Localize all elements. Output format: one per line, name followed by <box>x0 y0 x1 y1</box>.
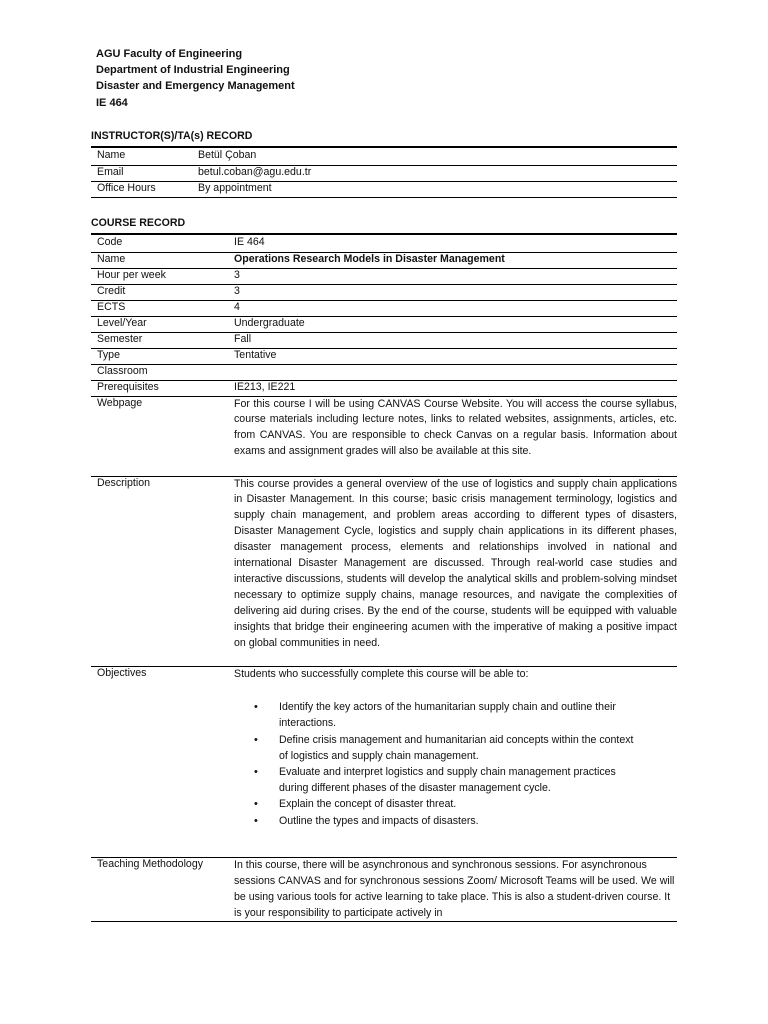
objective-text: Define crisis management and humanitarian aid concepts within the context of logistics and supply chain management. <box>279 733 634 762</box>
table-row <box>91 149 677 165</box>
table-row <box>91 348 677 364</box>
teaching-value: In this course, there will be asynchronous and synchronous sessions. For asynchronous sessions CANVAS and for synchronous sessions Zoom/ Microsoft Teams will be used. We will be using various tools for active learning to take place. This is also a student-driven course. It is your responsibility to participate actively in <box>234 859 675 919</box>
list-item <box>234 797 677 813</box>
faculty-line: AGU Faculty of Engineering <box>96 48 243 60</box>
email-value[interactable]: betul.coban@agu.edu.tr <box>198 165 677 181</box>
table-row <box>91 476 677 666</box>
program-line: Disaster and Emergency Management <box>96 80 295 93</box>
course-section-title: COURSE RECORD <box>91 217 186 229</box>
teaching-bottom-rule <box>91 921 677 922</box>
instructor-section-title: INSTRUCTOR(S)/TA(s) RECORD <box>91 130 253 142</box>
objective-text: Evaluate and interpret logistics and supply chain management practices during different phases of the disaster management cycle. <box>279 766 616 794</box>
teaching-table <box>91 858 677 922</box>
table-row <box>91 666 677 854</box>
objective-text: Identify the key actors of the humanitarian supply chain and outline their interactions. <box>279 701 616 730</box>
code-value: IE 464 <box>234 236 677 252</box>
instructor-top-rule <box>91 146 677 148</box>
course-table <box>91 236 677 854</box>
course-name-label: Name <box>91 252 234 268</box>
department-line: Department of Industrial Engineering <box>96 64 290 77</box>
bullet-icon: • <box>254 814 258 827</box>
bullet-icon: • <box>254 766 258 779</box>
code-label: Code <box>91 236 234 252</box>
office-hours-label: Office Hours <box>91 181 198 197</box>
list-item <box>234 814 677 830</box>
webpage-label: Webpage <box>91 396 234 476</box>
credit-label: Credit <box>91 284 234 300</box>
table-row <box>91 268 677 284</box>
classroom-value <box>234 364 677 380</box>
semester-label: Semester <box>91 332 234 348</box>
credit-value: 3 <box>234 284 677 300</box>
objectives-label: Objectives <box>97 666 147 679</box>
list-item <box>234 733 677 765</box>
course-code-line: IE 464 <box>96 96 128 109</box>
description-label: Description <box>91 476 234 666</box>
table-row <box>91 396 677 476</box>
course-name-value: Operations Research Models in Disaster Management <box>234 252 677 268</box>
table-row <box>91 364 677 380</box>
objective-text: Outline the types and impacts of disasters. <box>279 814 479 827</box>
bullet-icon: • <box>254 701 258 714</box>
description-value: This course provides a general overview of the use of logistics and supply chain applications in Disaster Management. In this course; basic crisis management terminology, logistics and supply chain management, and problem areas according to different types of disasters, Disaster Management Cycle, logistics and supply chain applications in its different phases, disaster management process, elements and relationships involved in national and international Disaster Management are discussed. Through real-world case studies and interactive discussions, students will develop the analytical skills and problem-solving mindset necessary to optimize supply chains, manage resources, and navigate the complexities of delivering aid during crises. By the end of the course, students will be equipped with valuable insights that bridge their engineering acumen with the imperative of making a positive impact on global communities in need. <box>234 476 677 666</box>
bullet-icon: • <box>254 733 258 746</box>
list-item <box>234 765 677 797</box>
webpage-value: For this course I will be using CANVAS Course Website. You will access the course syllabus, course materials including lecture notes, links to related websites, assignments, articles, etc. from CANVAS. You are responsible to check Canvas on a regular basis. Information about exams and assignment grades will also be available at this site. <box>234 396 677 476</box>
table-row <box>91 284 677 300</box>
hours-label: Hour per week <box>91 268 234 284</box>
table-row <box>91 300 677 316</box>
course-top-rule <box>91 233 677 235</box>
table-row <box>91 252 677 268</box>
level-value: Undergraduate <box>234 316 677 332</box>
email-label: Email <box>91 165 198 181</box>
teaching-label: Teaching Methodology <box>97 858 204 870</box>
objectives-list <box>234 700 677 829</box>
semester-value: Fall <box>234 332 677 348</box>
type-label: Type <box>91 348 234 364</box>
table-row <box>91 181 677 197</box>
list-item <box>234 700 677 732</box>
table-row <box>91 316 677 332</box>
name-label: Name <box>91 149 198 165</box>
objectives-intro: Students who successfully complete this course will be able to: <box>234 667 529 680</box>
hours-value: 3 <box>234 268 677 284</box>
objective-text: Explain the concept of disaster threat. <box>279 798 457 811</box>
level-label: Level/Year <box>91 316 234 332</box>
table-row <box>91 858 677 922</box>
ects-value: 4 <box>234 300 677 316</box>
objectives-cell <box>234 666 677 854</box>
name-value: Betül Çoban <box>198 149 677 165</box>
prerequisites-value: IE213, IE221 <box>234 380 677 396</box>
document-header <box>96 46 295 111</box>
table-row <box>91 332 677 348</box>
classroom-label: Classroom <box>91 364 234 380</box>
table-row <box>91 165 677 181</box>
instructor-table <box>91 149 677 198</box>
prerequisites-label: Prerequisites <box>91 380 234 396</box>
bullet-icon: • <box>254 798 258 811</box>
ects-label: ECTS <box>91 300 234 316</box>
table-row <box>91 380 677 396</box>
table-row <box>91 236 677 252</box>
type-value: Tentative <box>234 348 677 364</box>
office-hours-value: By appointment <box>198 181 677 197</box>
